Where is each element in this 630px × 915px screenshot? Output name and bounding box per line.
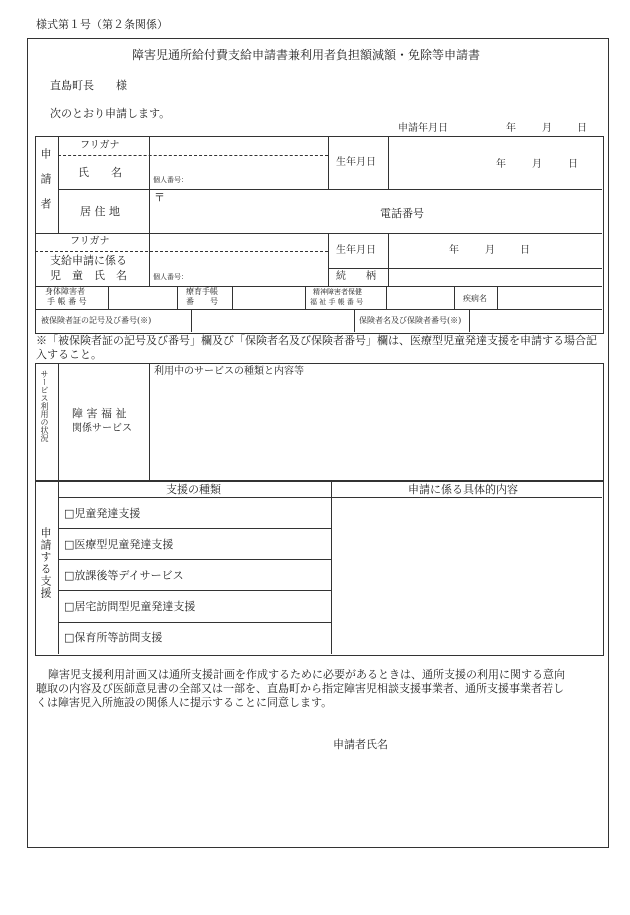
support-detail-header: 申請に係る具体的内容 (408, 483, 518, 496)
child-individual-number-label: 個人番号： (153, 273, 188, 281)
application-date-month: 月 (542, 123, 552, 134)
child-birth-year: 年 (449, 245, 459, 256)
child-birth-day: 日 (520, 245, 530, 256)
postal-mark: 〒 (154, 191, 165, 204)
option-after-school-day-service[interactable]: □放課後等デイサービス (64, 569, 184, 582)
applicant-birth-day: 日 (568, 159, 578, 170)
service-status-header: 利用中のサービスの種類と内容等 (154, 366, 304, 377)
application-date-label: 申請年月日 (398, 123, 448, 134)
option-medical-child-development-support[interactable]: □医療型児童発達支援 (64, 538, 174, 551)
service-status-section-label: サービス利用の状況 (40, 370, 49, 442)
consent-line-3: くは障害児入所施設の関係人に提示することに同意します。 (36, 696, 333, 709)
application-date-year: 年 (506, 123, 516, 134)
applicant-birth-year: 年 (496, 159, 506, 170)
service-category-line1: 障 害 福 祉 (72, 407, 127, 420)
form-title: 障害児通所給付費支給申請書兼利用者負担額減額・免除等申請書 (132, 48, 481, 62)
mental-cert-label-1: 精神障害者保健 (313, 288, 362, 296)
intro-text: 次のとおり申請します。 (50, 107, 171, 120)
signature-label: 申請者氏名 (333, 738, 388, 751)
child-name-label-line1: 支給申請に係る (50, 254, 127, 267)
insurance-note: ※「被保険者証の記号及び番号」欄及び「保険者名及び保険者番号」欄は、医療型児童発達支援を申請する場合記入すること。 (36, 334, 597, 361)
child-birthdate-label: 生年月日 (336, 245, 376, 256)
insurer-label: 保険者名及び保険者番号(※) (359, 316, 462, 325)
applicant-section-label: 申請者 (39, 148, 52, 223)
requested-support-section-label: 申請する支援 (39, 527, 52, 599)
applicant-individual-number-label: 個人番号： (153, 176, 188, 184)
mental-cert-label-2: 福 祉 手 帳 番 号 (310, 298, 364, 306)
applicant-address-label: 居 住 地 (80, 205, 120, 218)
option-nursery-visit-support[interactable]: □保育所等訪問支援 (64, 631, 163, 644)
form-number: 様式第１号（第２条関係） (36, 18, 168, 31)
consent-line-2: 聴取の内容及び医師意見書の全部又は一部を、直島町から指定障害児相談支援事業者、通所支援事業者若し (36, 682, 564, 695)
disability-cert-label-1: 身体障害者 (45, 287, 85, 296)
option-home-visit-child-development-support[interactable]: □居宅訪問型児童発達支援 (64, 600, 196, 613)
applicant-birth-month: 月 (532, 159, 542, 170)
disability-cert-label-2: 手 帳 番 号 (47, 297, 87, 306)
disease-label: 疾病名 (463, 294, 487, 303)
applicant-phone-label: 電話番号 (380, 207, 424, 220)
service-category-line2: 関係サービス (72, 423, 132, 434)
applicant-birthdate-label: 生年月日 (336, 157, 376, 168)
child-furigana-label: フリガナ (70, 236, 110, 247)
child-birth-month: 月 (485, 245, 495, 256)
addressee: 直島町長 様 (50, 79, 127, 92)
option-child-development-support[interactable]: □児童発達支援 (64, 507, 141, 520)
insured-card-label: 被保険者証の記号及び番号(※) (41, 316, 152, 325)
child-name-label-line2: 児 童 氏 名 (50, 269, 127, 282)
applicant-furigana-label: フリガナ (80, 140, 120, 151)
application-date-day: 日 (577, 123, 587, 134)
consent-line-1: 障害児支援利用計画又は通所支援計画を作成するために必要があるときは、通所支援の利用に関する意向 (48, 668, 565, 681)
support-type-header: 支援の種類 (166, 483, 221, 496)
rehab-cert-label-1: 療育手帳 (186, 287, 218, 296)
rehab-cert-label-2: 番 号 (186, 297, 218, 306)
child-relationship-label: 続 柄 (336, 271, 376, 282)
applicant-name-label: 氏 名 (78, 166, 122, 179)
